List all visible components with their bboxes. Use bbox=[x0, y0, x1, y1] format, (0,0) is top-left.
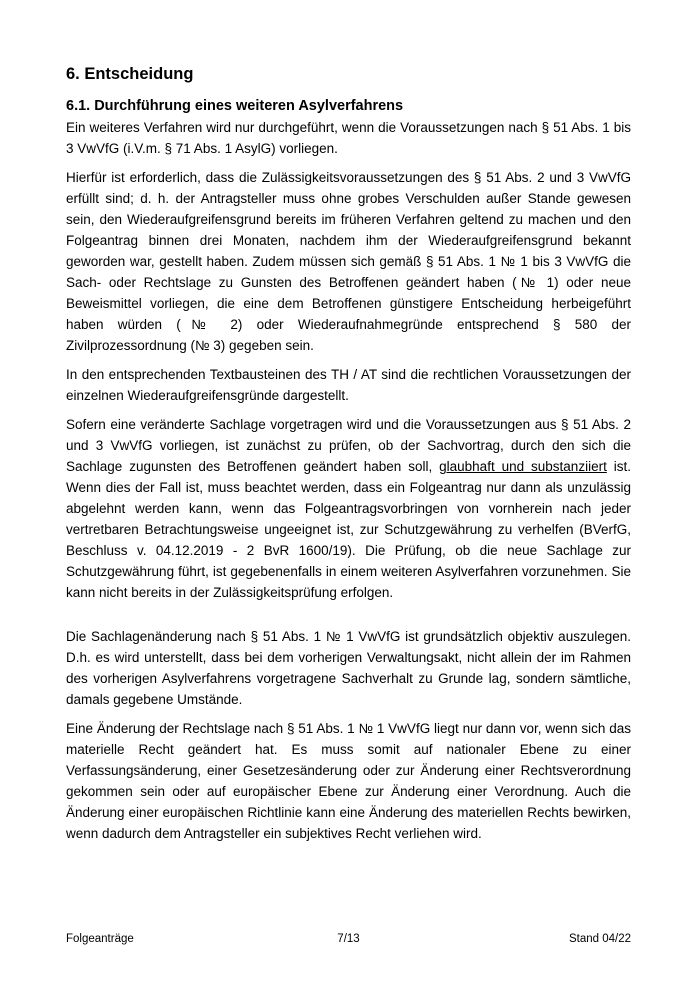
paragraph-6: Eine Änderung der Rechtslage nach § 51 Abs. 1 № 1 VwVfG liegt nur dann vor, wenn sich das materielle Recht geändert hat. Es muss somit auf nationaler Ebene zu einer Verfassungsänderung, einer Gesetzesänderung oder zur Änderung einer Rechtsverordnung gekommen sein oder auf europäischer Ebene zur Änderung einer Verordnung. Auch die Änderung einer europäischen Richtlinie kann eine Änderung des materiellen Rechts bewirken, wenn dadurch dem Antragsteller ein subjektives Recht verliehen wird. bbox=[66, 721, 631, 841]
page-footer bbox=[66, 933, 631, 951]
paragraph-3: In den entsprechenden Textbausteinen des TH / AT sind die rechtlichen Voraussetzungen der einzelnen Wiederaufgreifensgründe dargestellt. bbox=[66, 367, 631, 403]
paragraph-4 bbox=[66, 414, 631, 603]
subsection-title: 6.1. Durchführung eines weiteren Asylverfahrens bbox=[66, 98, 404, 114]
footer-version: Stand 04/22 bbox=[568, 933, 631, 945]
section-title: 6. Entscheidung bbox=[66, 65, 194, 83]
paragraph-2: Hierfür ist erforderlich, dass die Zulässigkeitsvoraussetzungen des § 51 Abs. 2 und 3 VwVfG erfüllt sind; d. h. der Antragsteller muss ohne grobes Verschulden außer Stande gewesen sein, den Wiederaufgreifensgrund bereits im früheren Verfahren geltend zu machen und den Folgeantrag binnen drei Monaten, nachdem ihm der Wiederaufgreifensgrund bekannt geworden war, gestellt haben. Zudem müssen sich gemäß § 51 Abs. 1 № 1 bis 3 VwVfG die Sach- oder Rechtslage zu Gunsten des Betroffenen geändert haben (№ 1) oder neue Beweismittel vorliegen, die eine dem Betroffenen günstigere Entscheidung herbeigeführt haben würden (№ 2) oder Wiederaufnahmegründe entsprechend § 580 der Zivilprozessordnung (№ 3) gegeben sein. bbox=[66, 170, 631, 353]
page-content bbox=[66, 62, 631, 852]
paragraph-5: Die Sachlagenänderung nach § 51 Abs. 1 № 1 VwVfG ist grundsätzlich objektiv auszulegen. D.h. es wird unterstellt, dass bei dem vorherigen Verwaltungsakt, nicht allein der im Rahmen des vorherigen Asylverfahrens vorgetragene Sachverhalt zu Grunde lag, sondern sämtliche, damals gegebene Umstände. bbox=[66, 629, 631, 707]
paragraph-4-text-before: Sofern eine veränderte Sachlage vorgetragen wird und die Voraussetzungen aus § 51 Abs. 2 und 3 VwVfG vorliegen, ist zunächst zu prüfen, ob der Sachvortrag, durch den sich die Sachlage zugunsten des Betroffenen geändert haben soll, bbox=[66, 417, 631, 474]
paragraph-1: Ein weiteres Verfahren wird nur durchgeführt, wenn die Voraussetzungen nach § 51 Abs. 1 bis 3 VwVfG (i.V.m. § 71 Abs. 1 AsylG) vorliegen. bbox=[66, 120, 631, 156]
paragraph-4-text-after: ist. Wenn dies der Fall ist, muss beachtet werden, dass ein Folgeantrag nur dann als unzulässig abgelehnt werden kann, wenn das Folgeantragsvorbringen von vornherein nach jeder vertretbaren Betrachtungsweise ungeeignet ist, zur Schutzgewährung zu verhelfen (BVerfG, Beschluss v. 04.12.2019 - 2 BvR 1600/19). Die Prüfung, ob die neue Sachlage zur Schutzgewährung führt, ist gegebenenfalls in einem weiteren Asylverfahren vorzunehmen. Sie kann nicht bereits in der Zulässigkeitsprüfung erfolgen. bbox=[66, 459, 631, 600]
footer-page-number: 7/13 bbox=[337, 933, 360, 945]
paragraph-4-underlined-text: glaubhaft und substanziiert bbox=[439, 459, 607, 474]
footer-document-title: Folgeanträge bbox=[66, 933, 134, 945]
